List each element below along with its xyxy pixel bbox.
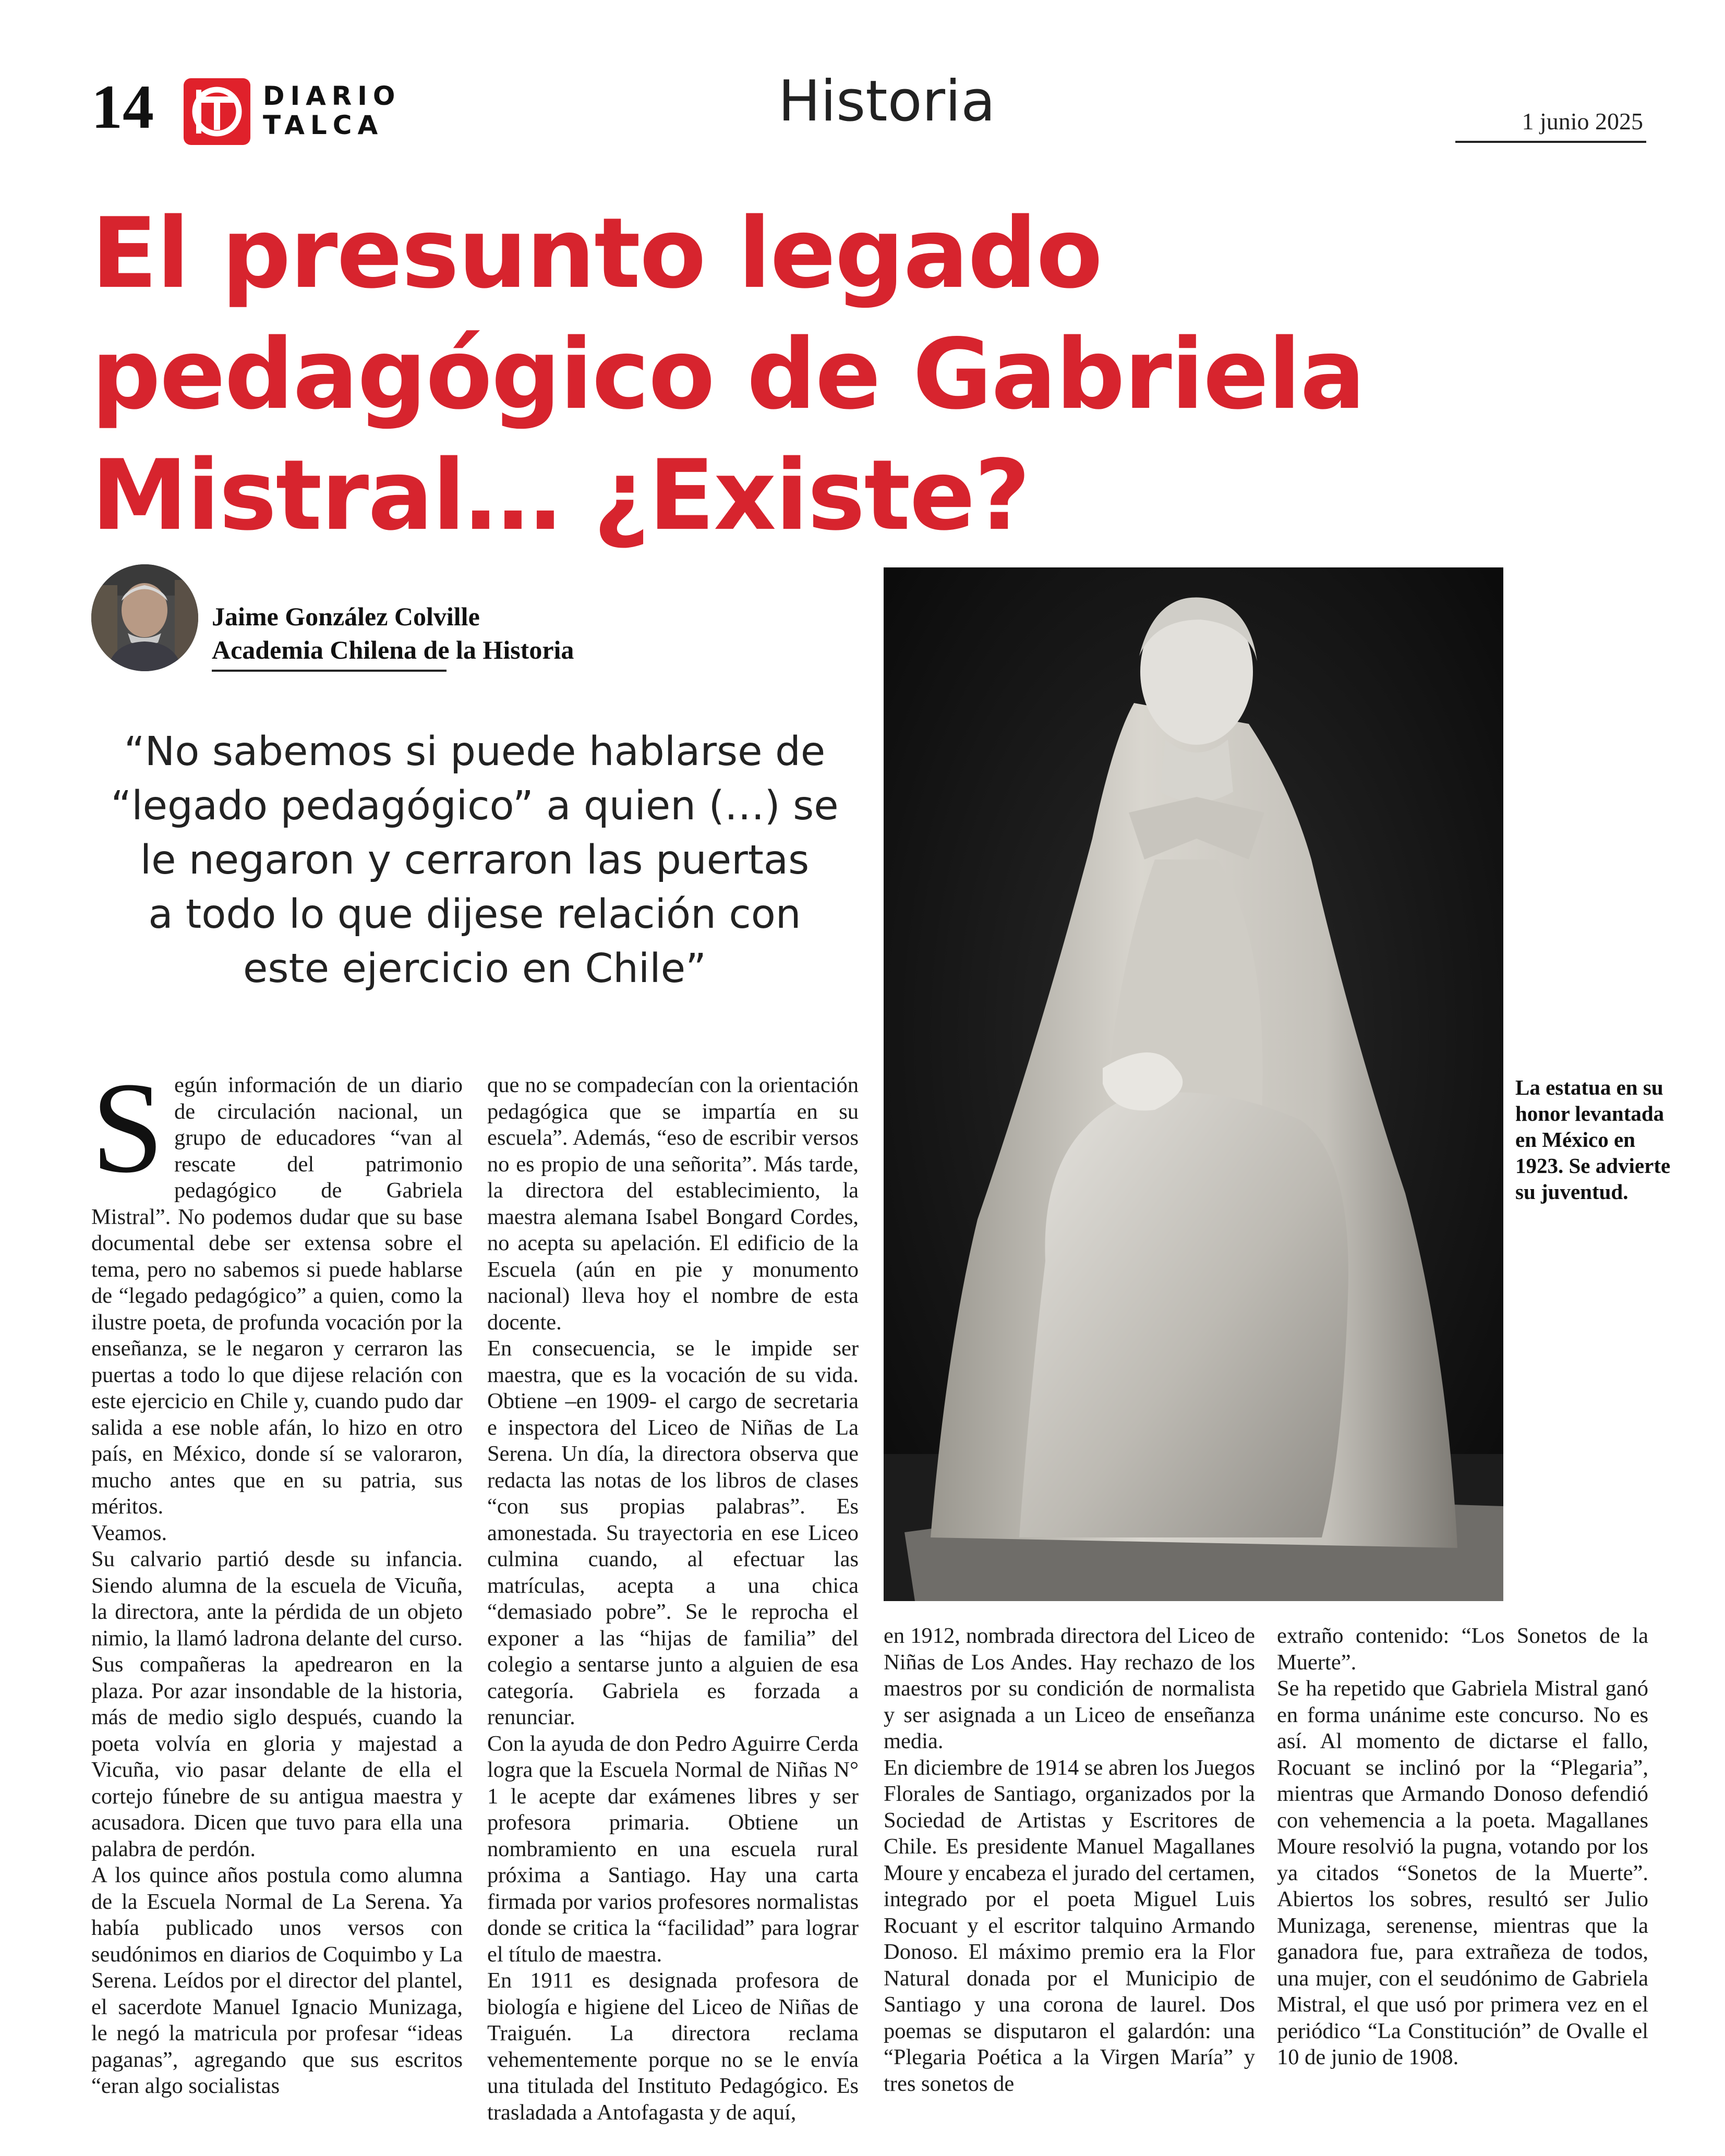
headline-line: El presunto legado (91, 197, 1102, 310)
paragraph: en 1912, nombrada directora del Liceo de Niñas de Los Andes. Hay rechazo de los maestros por su condición de normalista y ser asignada a un Liceo de enseñanza media. (884, 1624, 1255, 1753)
author-photo (91, 564, 198, 671)
photo-caption: La estatua en su honor levantada en México en 1923. Se advierte su juventud. (1515, 1075, 1671, 1204)
headline-line: pedagógico de Gabriela (91, 318, 1365, 431)
paragraph: Con la ayuda de don Pedro Aguirre Cerda logra que la Escuela Normal de Niñas N° 1 le acepte dar exámenes libres y ser profesora primaria. Obtiene un nombramiento en una escuela rural próxima a Santiago. Hay una carta firmada por varios profesores normalistas donde se critica la “facilidad” para lograr el título de maestra. (487, 1731, 859, 1967)
article-column-4 (1277, 1623, 1648, 2071)
paragraph: En 1911 es designada profesora de biología e higiene del Liceo de Niñas de Traiguén. La directora reclama vehementemente porque no se le envía una titulada del Instituto Pedagógico. Es trasladada a Antofagasta y de aquí, (487, 1968, 859, 2125)
pull-quote-line: a todo lo que dijese relación con (148, 891, 801, 938)
paragraph: Su calvario partió desde su infancia. Siendo alumna de la escuela de Vicuña, la directora, ante la pérdida de un objeto nimio, la llamó ladrona delante del curso. Sus compañeras la apedrearon en la plaza. Por azar insondable de la historia, más de medio siglo después, cuando la poeta volvía en gloria y majestad a Vicuña, vio pasar delante de ella el cortejo fúnebre de su antigua maestra y acusadora. Dicen que tuvo para ella una palabra de perdón. (91, 1547, 463, 1861)
issue-date: 1 junio 2025 (1522, 108, 1643, 135)
pull-quote-line: le negaron y cerraron las puertas (140, 837, 810, 883)
author-affiliation: Academia Chilena de la Historia (212, 635, 574, 664)
paragraph: Veamos. (91, 1520, 167, 1545)
article-headline (91, 193, 1604, 556)
date-divider (1455, 141, 1646, 143)
article-column-2 (487, 1072, 859, 2126)
pull-quote (89, 725, 861, 996)
article-column-3 (884, 1623, 1255, 2097)
paragraph: egún información de un diario de circulación nacional, un grupo de educadores “van al rescate del patrimonio pedagógico de Gabriela Mistral”. No podemos dudar que su base documental debe ser extensa sobre el tema, pero no sabemos si puede hablarse de “legado pedagógico” a quien, como la ilustre poeta, de profunda vocación por la enseñanza, se le negaron y cerraron las puertas a todo lo que dijese relación con este ejercicio en Chile y, cuando pudo dar salida a ese noble afán, lo hizo en otro país, en México, donde sí se valoraron, mucho antes que en su patria, sus méritos. (91, 1073, 463, 1519)
paragraph: que no se compadecían con la orientación pedagógica que se impartía en su escuela”. Además, “eso de escribir versos no es propio de una señorita”. Más tarde, la directora del establecimiento, la maestra alemana Isabel Bongard Cordes, no acepta su apelación. El edificio de la Escuela (aún en pie y monumento nacional) lleva hoy el nombre de esta docente. (487, 1073, 859, 1335)
paragraph: Se ha repetido que Gabriela Mistral ganó en forma unánime este concurso. No es así. Al momento de dictarse el fallo, Rocuant se inclinó por la “Plegaria”, mientras que Armando Donoso defendió con vehemencia a la poeta. Magallanes Moure resolvió la pugna, votando por los ya citados “Sonetos de la Muerte”. Abiertos los sobres, resultó ser Julio Munizaga, serenense, mientras que la ganadora fue, para extrañeza de todos, una mujer, con el seudónimo de Gabriela Mistral, el que usó por primera vez en el periódico “La Constitución” de Ovalle el 10 de junio de 1908. (1277, 1676, 1648, 2069)
pull-quote-line: “No sabemos si puede hablarse de (124, 729, 826, 775)
paragraph: extraño contenido: “Los Sonetos de la Muerte”. (1277, 1624, 1648, 1675)
drop-cap: S (91, 1056, 164, 1200)
page-number: 14 (91, 72, 154, 141)
statue-photo (884, 567, 1503, 1601)
pull-quote-line: este ejercicio en Chile” (243, 946, 706, 992)
logo-text-line1: DIARIO (263, 81, 401, 111)
paragraph: A los quince años postula como alumna de la Escuela Normal de La Serena. Ya había publicado unos versos con seudónimos en diarios de Coquimbo y La Serena. Leídos por el director del plantel, el sacerdote Manuel Ignacio Munizaga, le negó la matricula por profesar “ideas paganas”, agregando que sus escritos “eran algo socialistas (91, 1863, 463, 2098)
headline-line: Mistral… ¿Existe? (91, 439, 1030, 552)
logo-mark-icon (184, 78, 250, 145)
logo-text (263, 81, 401, 140)
author-name: Jaime González Colville (212, 602, 480, 631)
paragraph: En consecuencia, se le impide ser maestra, que es la vocación de su vida. Obtiene –en 1909- el cargo de secretaria e inspectora del Liceo de Niñas de La Serena. Un día, la directora observa que redacta las notas de los libros de clases “con sus propias palabras”. Es amonestada. Su trayectoria en ese Liceo culmina cuando, al efectuar las matrículas, acepta a una chica “demasiado pobre”. Se le reprocha el exponer a las “hijas de familia” del colegio a sentarse junto a alguien de esa categoría. Gabriela es forzada a renunciar. (487, 1336, 859, 1729)
article-column-1 (91, 1056, 463, 2100)
logo-text-line2: TALCA (263, 110, 384, 140)
paragraph: En diciembre de 1914 se abren los Juegos Florales de Santiago, organizados por la Sociedad de Artistas y Escritores de Chile. Es presidente Manuel Magallanes Moure y encabeza el jurado del certamen, integrado por el poeta Miguel Luis Rocuant y el escritor talquino Armando Donoso. El máximo premio era la Flor Natural donada por el Municipio de Santiago y una corona de laurel. Dos poemas se disputaron el galardón: una “Plegaria Poética a la Virgen María” y tres sonetos de (884, 1755, 1255, 2096)
diario-talca-logo (184, 78, 401, 146)
author-divider (212, 670, 447, 672)
pull-quote-line: “legado pedagógico” a quien (…) se (111, 783, 839, 829)
section-title: Historia (778, 69, 996, 134)
